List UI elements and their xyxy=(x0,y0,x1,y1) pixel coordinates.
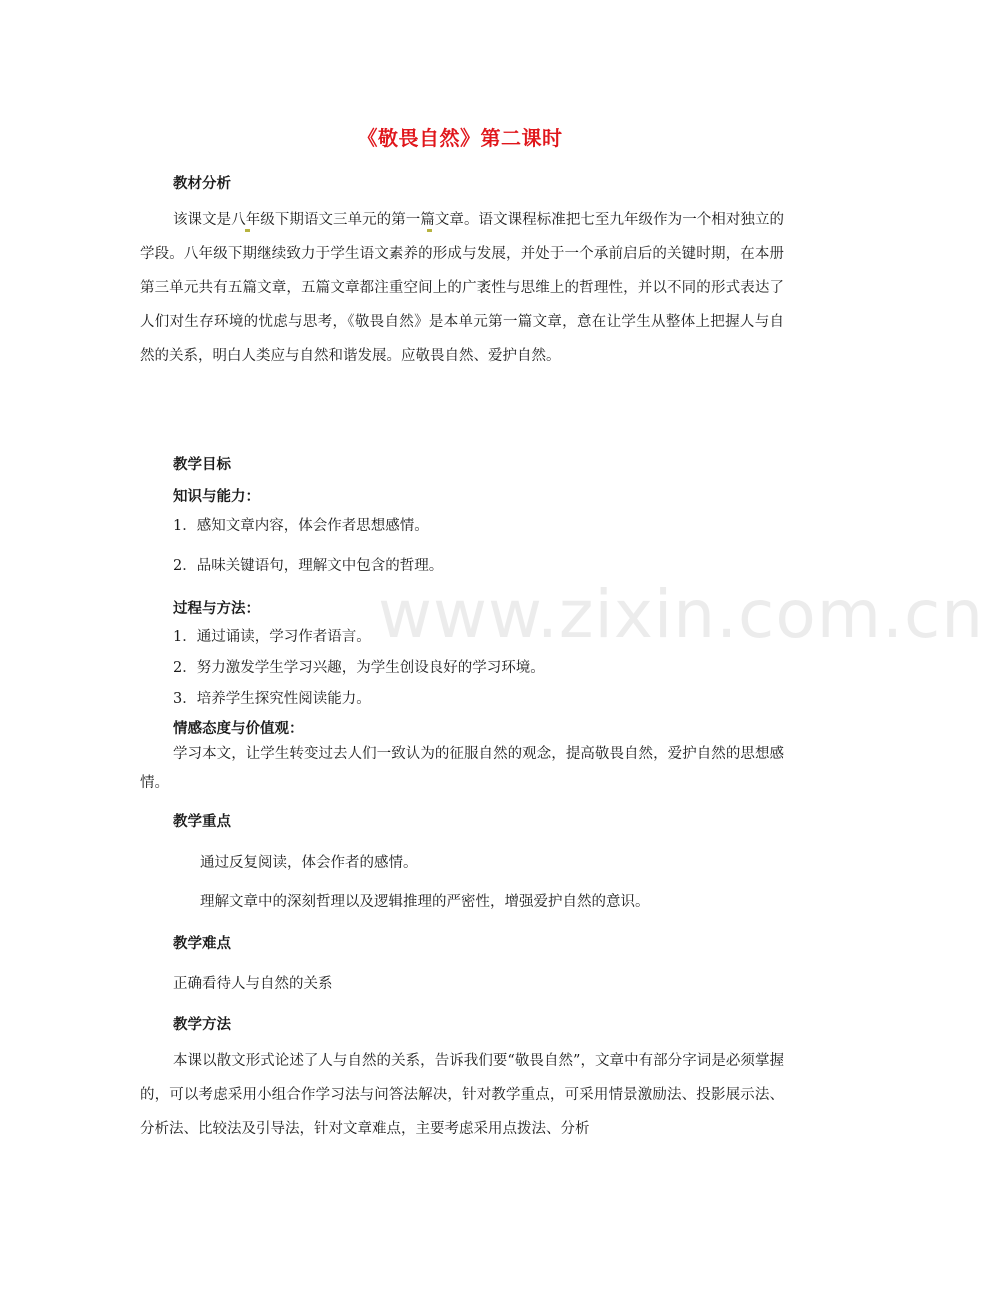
watermark: www.zixin.com.cn xyxy=(378,576,984,653)
knowledge-item: 2．品味关键语句，理解文中包含的哲理。 xyxy=(173,558,444,574)
knowledge-item: 1．感知文章内容，体会作者思想感情。 xyxy=(173,518,429,534)
process-item: 1．通过诵读，学习作者语言。 xyxy=(173,629,371,645)
key-point-item: 通过反复阅读，体会作者的感情。 xyxy=(200,855,418,871)
decorative-mark xyxy=(245,229,250,232)
process-item: 3．培养学生探究性阅读能力。 xyxy=(173,691,371,707)
page-title: 《敬畏自然》第二课时 xyxy=(357,126,563,150)
analysis-paragraph: 该课文是八年级下期语文三单元的第一篇文章。语文课程标准把七至九年级作为一个相对独立的学段。八年级下期继续致力于学生语文素养的形成与发展，并处于一个承前启后的关键时期，在本册第三单元共有五篇文章，五篇文章都注重空间上的广袤性与思维上的哲理性，并以不同的形式表达了人们对生存环境的忧虑与思考，《敬畏自然》是本单元第一篇文章，意在让学生从整体上把握人与自然的关系，明白人类应与自然和谐发展。应敬畏自然、爱护自然。 xyxy=(140,212,784,364)
method-paragraph: 本课以散文形式论述了人与自然的关系，告诉我们要“敬畏自然”，文章中有部分字词是必须掌握的，可以考虑采用小组合作学习法与问答法解决，针对教学重点，可采用情景激励法、投影展示法、分析法、比较法及引导法，针对文章难点，主要考虑采用点拨法、分析 xyxy=(140,1053,784,1137)
heading-goals: 教学目标 xyxy=(173,457,231,473)
decorative-mark xyxy=(427,229,432,232)
heading-key-points: 教学重点 xyxy=(173,814,231,830)
heading-knowledge: 知识与能力： xyxy=(173,489,260,505)
emotion-paragraph: 学习本文，让学生转变过去人们一致认为的征服自然的观念，提高敬畏自然，爱护自然的思想感情。 xyxy=(140,746,784,791)
heading-process: 过程与方法： xyxy=(173,601,260,617)
heading-emotion: 情感态度与价值观： xyxy=(173,721,304,737)
heading-analysis: 教材分析 xyxy=(173,176,231,192)
difficulty-text: 正确看待人与自然的关系 xyxy=(173,976,333,992)
process-item: 2．努力激发学生学习兴趣，为学生创设良好的学习环境。 xyxy=(173,660,545,676)
heading-method: 教学方法 xyxy=(173,1017,231,1033)
heading-difficulty: 教学难点 xyxy=(173,936,231,952)
key-point-item: 理解文章中的深刻哲理以及逻辑推理的严密性，增强爱护自然的意识。 xyxy=(200,894,650,910)
